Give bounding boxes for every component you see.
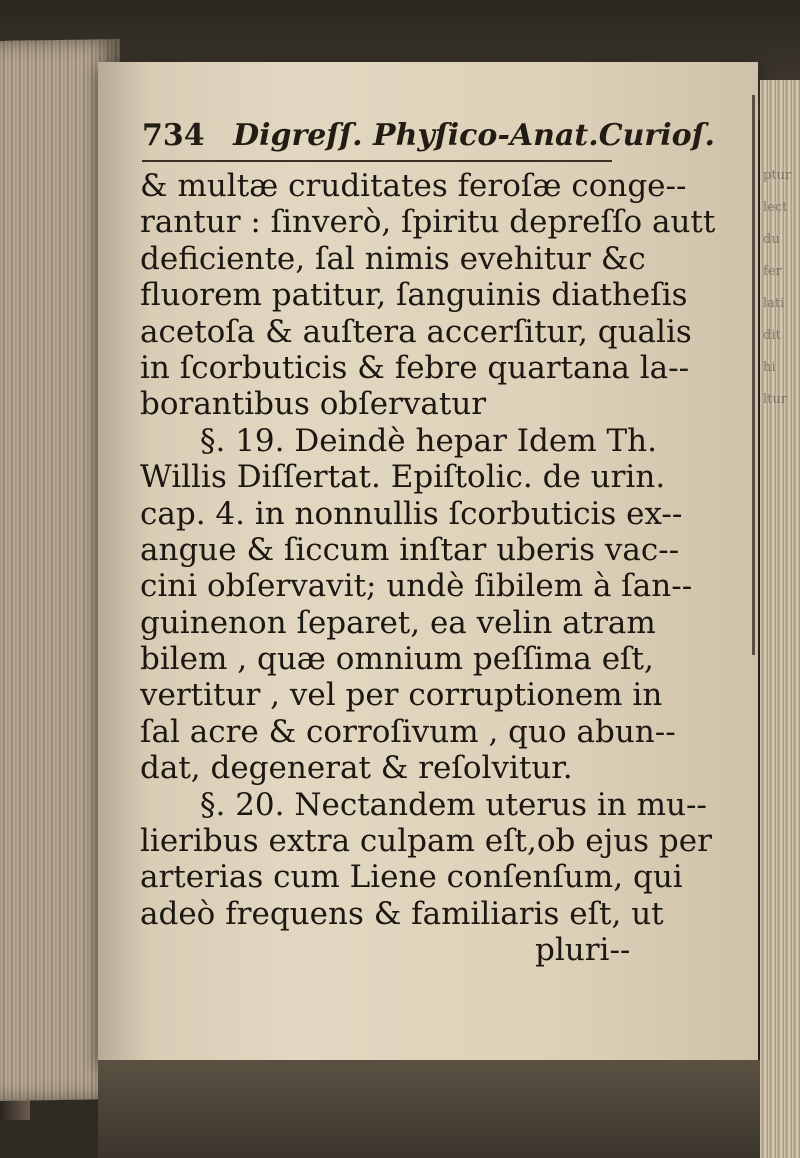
text-line: Willis Diſſertat. Epiſtolic. de urin. — [140, 459, 666, 496]
text-line: adeò frequens & familiaris eſt, ut — [140, 895, 664, 932]
facing-fragment: ptur — [763, 168, 792, 183]
text-line: arterias cum Liene conſenſum, qui — [140, 859, 683, 896]
facing-fragment: fer — [763, 264, 782, 279]
running-title: Digreſſ. Phyſico-Anat.Curioſ. — [233, 118, 715, 153]
text-line: cap. 4. in nonnullis ſcorbuticis ex-- — [140, 495, 683, 532]
header-rule — [142, 160, 612, 162]
text-line: vertitur , vel per corruptionem in — [140, 677, 663, 714]
section-heading-line: §. 20. Nectandem uterus in mu-- — [200, 786, 707, 823]
text-line: dat, degenerat & reſolvitur. — [140, 750, 573, 787]
text-line: lieribus extra culpam eſt,ob ejus per — [140, 823, 712, 860]
facing-fragment: lati — [763, 296, 785, 311]
section-heading-line: §. 19. Deindè hepar Idem Th. — [200, 422, 657, 459]
facing-fragment: du — [763, 232, 780, 247]
facing-fragment: lect — [763, 200, 788, 215]
text-line: fluorem patitur, ſanguinis diatheſis — [140, 277, 688, 314]
facing-fragment: ltur — [763, 392, 787, 407]
page-fold-line — [752, 95, 755, 655]
facing-fragment: dit — [763, 328, 781, 343]
text-line: borantibus obſervatur — [140, 386, 487, 423]
text-line: & multæ cruditates feroſæ conge-- — [140, 168, 687, 204]
text-line: ſal acre & corroſivum , quo abun-- — [140, 713, 676, 750]
text-line: cini obſervavit; undè ſibilem à ſan-- — [140, 568, 693, 605]
text-line: rantur : ſinverò, ſpiritu depreſſo autt — [140, 204, 716, 241]
text-line: guinenon ſeparet, ea velin atram — [140, 604, 656, 641]
text-line: angue & ſiccum inſtar uberis vac-- — [140, 531, 680, 568]
facing-fragment: hi — [763, 360, 776, 375]
running-header — [142, 118, 742, 158]
page-number: 734 — [142, 118, 205, 153]
text-line: in ſcorbuticis & febre quartana la-- — [140, 349, 690, 386]
facing-page-text — [763, 160, 797, 416]
page-bottom-shadow — [98, 1060, 798, 1158]
catchword: pluri-- — [535, 932, 631, 969]
text-line: bilem , quæ omnium peſſima eſt, — [140, 641, 654, 678]
text-line: acetoſa & auſtera accerſitur, qualis — [140, 313, 692, 350]
text-line: deficiente, ſal nimis evehitur &c — [140, 240, 646, 277]
page-body-text — [140, 168, 752, 969]
